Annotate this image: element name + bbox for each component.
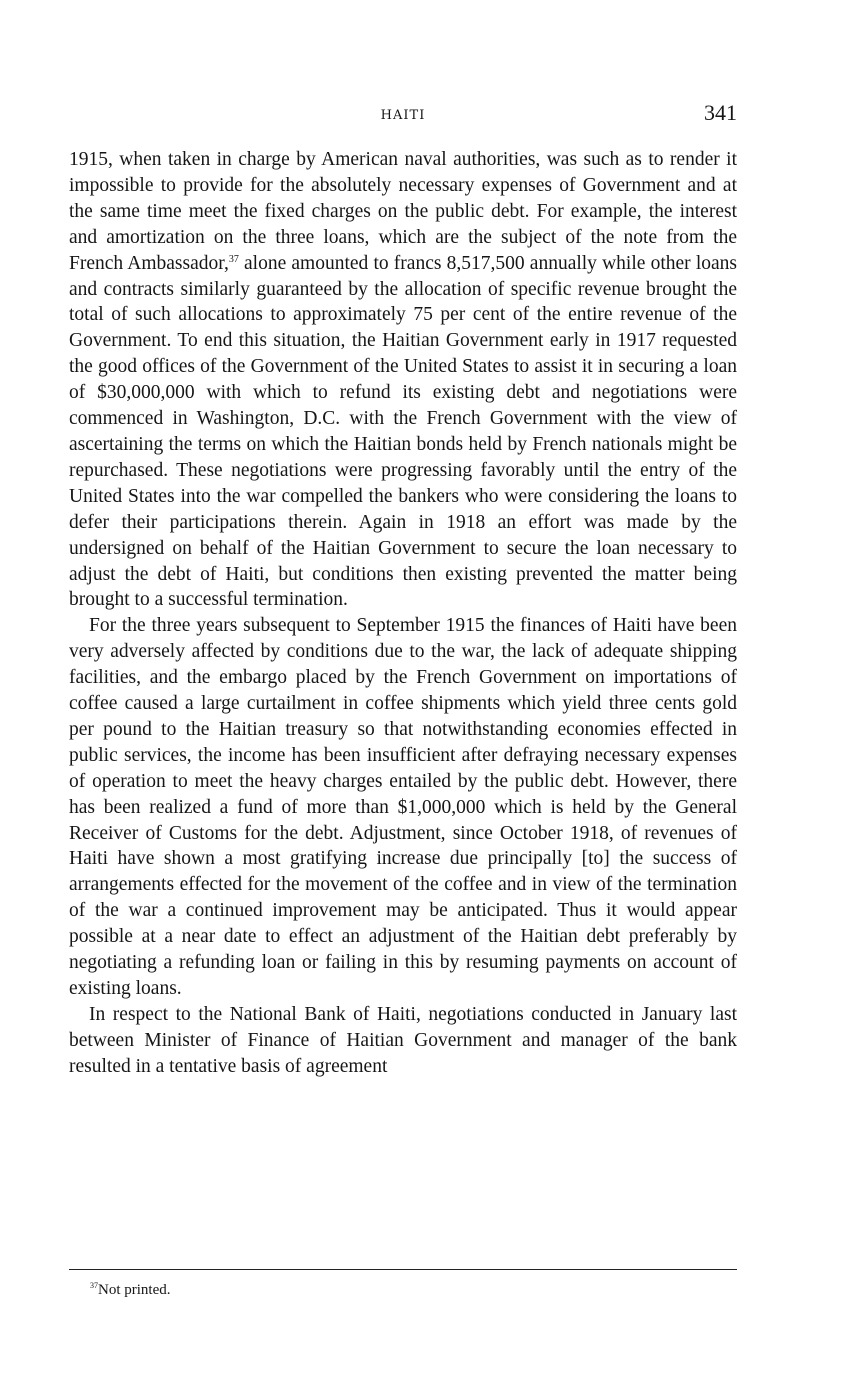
running-head (69, 100, 737, 130)
paragraph-1 (69, 147, 737, 613)
paragraph-2: For the three years subsequent to September 1915 the finances of Haiti have been very adversely affected by conditions due to the war, the lack of adequate shipping facilities, and the embargo placed by the French Government on importations of coffee caused a large curtailment in coffee shipments which yield three cents gold per pound to the Haitian treasury so that notwithstanding economies effected in public services, the income has been insufficient after defraying necessary expenses of operation to meet the heavy charges entailed by the public debt. However, there has been realized a fund of more than $1,000,000 which is held by the General Receiver of Customs for the debt. Adjustment, since October 1918, of revenues of Haiti have shown a most gratifying increase due principally [to] the success of arrangements effected for the movement of the coffee and in view of the termination of the war a continued improvement may be anticipated. Thus it would appear possible at a near date to effect an adjustment of the Haitian debt preferably by negotiating a refunding loan or failing in this by resuming payments on account of existing loans. (69, 615, 737, 999)
body-text (69, 147, 737, 1080)
footnote-marker: 37 (90, 1281, 98, 1290)
footnote-rule (69, 1269, 737, 1270)
footnote-text: Not printed. (98, 1282, 171, 1298)
footnote (90, 1282, 171, 1299)
paragraph-1-part-a: 1915, when taken in charge by American naval authorities, was such as to render it impossible to provide for the absolutely necessary expenses of Government and at the same time meet the fixed charges on the public debt. For example, the interest and amortization on the three loans, which are the subject of the note from the French Ambassador, (69, 149, 737, 274)
footnote-reference: 37 (228, 253, 239, 265)
paragraph-1-part-b: alone amounted to francs 8,517,500 annually while other loans and contracts similarly guaranteed by the allocation of specific revenue brought the total of such allocations to approximately 75 per cent of the entire revenue of the Government. To end this situation, the Haitian Government early in 1917 requested the good offices of the Government of the United States to assist it in securing a loan of $30,000,000 with which to refund its existing debt and negotiations were commenced in Washington, D.C. with the French Government with the view of ascertaining the terms on which the Haitian bonds held by French nationals might be repurchased. These negotiations were progressing favorably until the entry of the United States into the war compelled the bankers who were considering the loans to defer their participations therein. Again in 1918 an effort was made by the undersigned on behalf of the Haitian Government to secure the loan necessary to adjust the debt of Haiti, but conditions then existing prevented the matter being brought to a successful termination. (69, 252, 737, 611)
page-number: 341 (704, 100, 737, 125)
running-title: HAITI (380, 108, 426, 123)
paragraph-3: In respect to the National Bank of Haiti, negotiations conducted in January last between Minister of Finance of Haitian Government and manager of the bank resulted in a tentative basis of agreement (69, 1003, 737, 1077)
